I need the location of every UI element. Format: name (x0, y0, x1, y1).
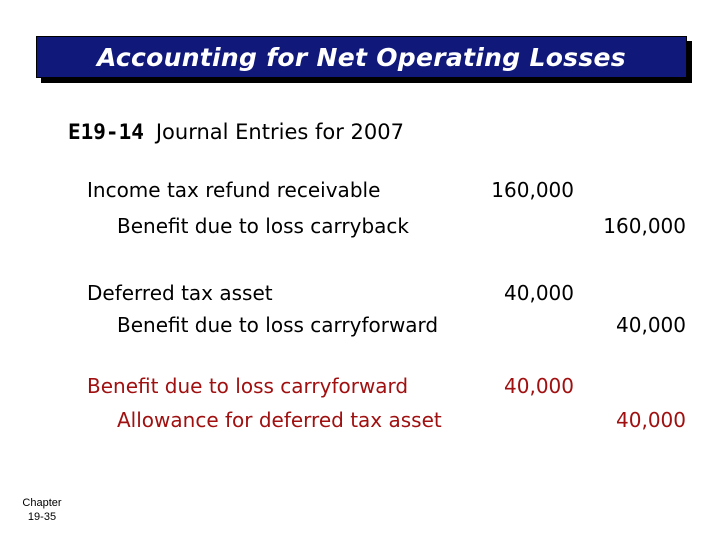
journal-line-debit (0, 374, 720, 404)
debit-account: Income tax refund receivable (87, 178, 381, 202)
exercise-title: Journal Entries for 2007 (155, 120, 404, 144)
debit-amount: 40,000 (504, 374, 574, 398)
credit-account: Allowance for deferred tax asset (117, 408, 442, 432)
journal-line-credit (0, 214, 720, 244)
credit-account: Benefit due to loss carryback (117, 214, 409, 238)
debit-account: Deferred tax asset (87, 281, 273, 305)
credit-amount: 40,000 (616, 313, 686, 337)
debit-account: Benefit due to loss carryforward (87, 374, 409, 398)
page-number: 19-35 (27, 511, 57, 523)
credit-account: Benefit due to loss carryforward (117, 313, 439, 337)
journal-line-credit (0, 313, 720, 343)
debit-amount: 160,000 (491, 178, 574, 202)
exercise-code: E19-14 (68, 120, 144, 144)
exercise-heading (68, 120, 404, 144)
journal-line-debit (0, 178, 720, 208)
chapter-footer (12, 496, 72, 524)
slide-title: Accounting for Net Operating Losses (97, 42, 626, 72)
debit-amount: 40,000 (504, 281, 574, 305)
journal-line-debit (0, 281, 720, 311)
chapter-label: Chapter (22, 497, 62, 509)
journal-line-credit (0, 408, 720, 438)
credit-amount: 40,000 (616, 408, 686, 432)
credit-amount: 160,000 (603, 214, 686, 238)
title-bar (36, 36, 687, 78)
